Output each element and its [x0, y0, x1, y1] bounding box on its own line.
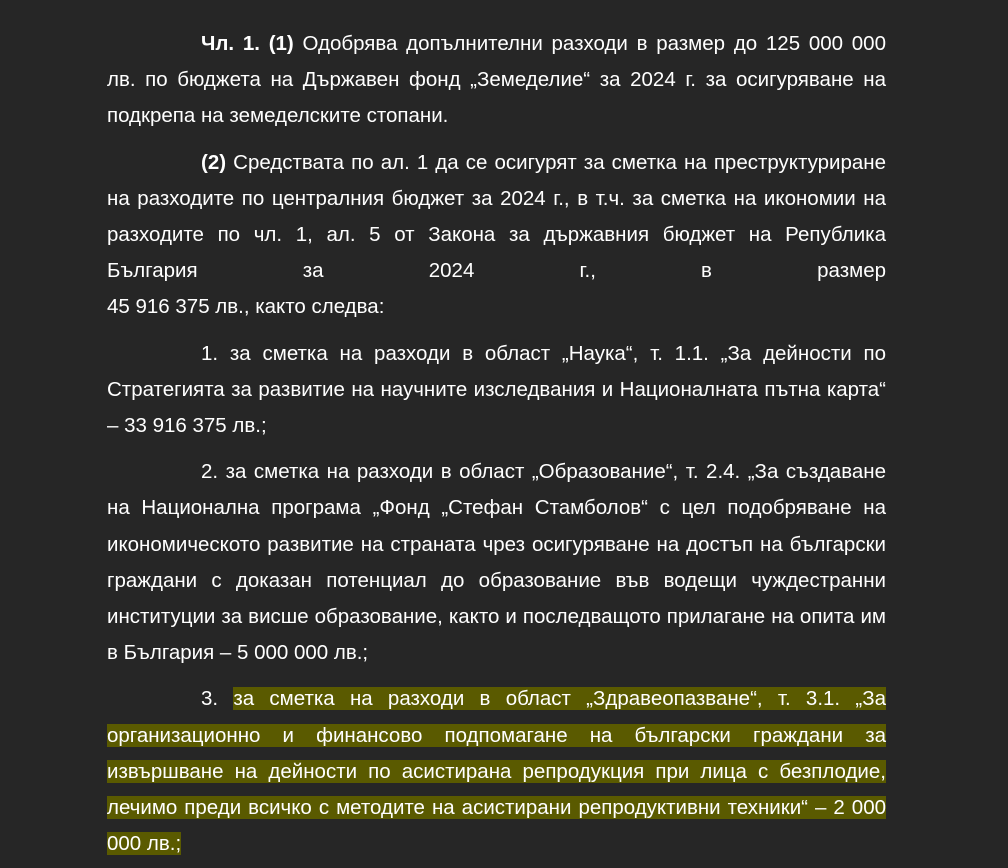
list-item-3: [107, 681, 886, 862]
paragraph-text: Средствата по ал. 1 да се осигурят за сметка на преструктуриране на разходите по централния бюджет за 2024 г., в т.ч. за сметка на икономии на разходите по чл. 1, ал. 5 от Закона за държавния бюджет на Република България за 2024 г., в размер: [107, 150, 886, 283]
highlighted-text[interactable]: за сметка на разходи в област „Здравеопазване“, т. 3.1. „За организационно и финансово подпомагане на български граждани за извършване на дейности: [107, 687, 886, 783]
list-item-text: 2. за сметка на разходи в област „Образование“, т. 2.4. „За създаване на Национална програма „Фонд „Стефан Стамболов“ с цел подобряване на икономическото развитие на страната чрез осигуряване на достъп на български граждани с доказан потенциал до образование във водещи чуждестранни институции за висше образование, както и последващото прилагане на опита им в България – 5 000 000 лв.;: [107, 460, 886, 665]
paragraph-2-amount: 45 916 375 лв., както следва:: [107, 295, 385, 319]
list-item-number: 3.: [201, 687, 234, 711]
paragraph-text: Одобрява допълнителни разходи в размер до 125 000 000 лв. по бюджета на Държавен фонд „Земеделие“ за 2024 г. за осигуряване на подкрепа на земеделските стопани.: [107, 32, 886, 128]
list-item-text: 1. за сметка на разходи в област „Наука“, т. 1.1. „За дейности по Стратегията за развитие на научните изследвания и Националната пътна карта“ – 33 916 375 лв.;: [107, 341, 886, 438]
paragraph-2-body: [107, 145, 886, 290]
list-item-1: [107, 336, 886, 445]
list-item-2: [107, 454, 886, 671]
paragraph-number: (1): [268, 32, 294, 55]
document-page: [107, 26, 886, 862]
paragraph-1: [107, 26, 886, 135]
article-label: Чл. 1.: [201, 32, 260, 55]
highlighted-text-continued[interactable]: по асистирана репродукция при лица с безплодие, лечимо преди всичко с методите на асистирани репродуктивни техники“ – 2 000 000 лв.;: [107, 759, 886, 856]
paragraph-number: (2): [201, 150, 227, 174]
paragraph-2: [107, 145, 886, 326]
